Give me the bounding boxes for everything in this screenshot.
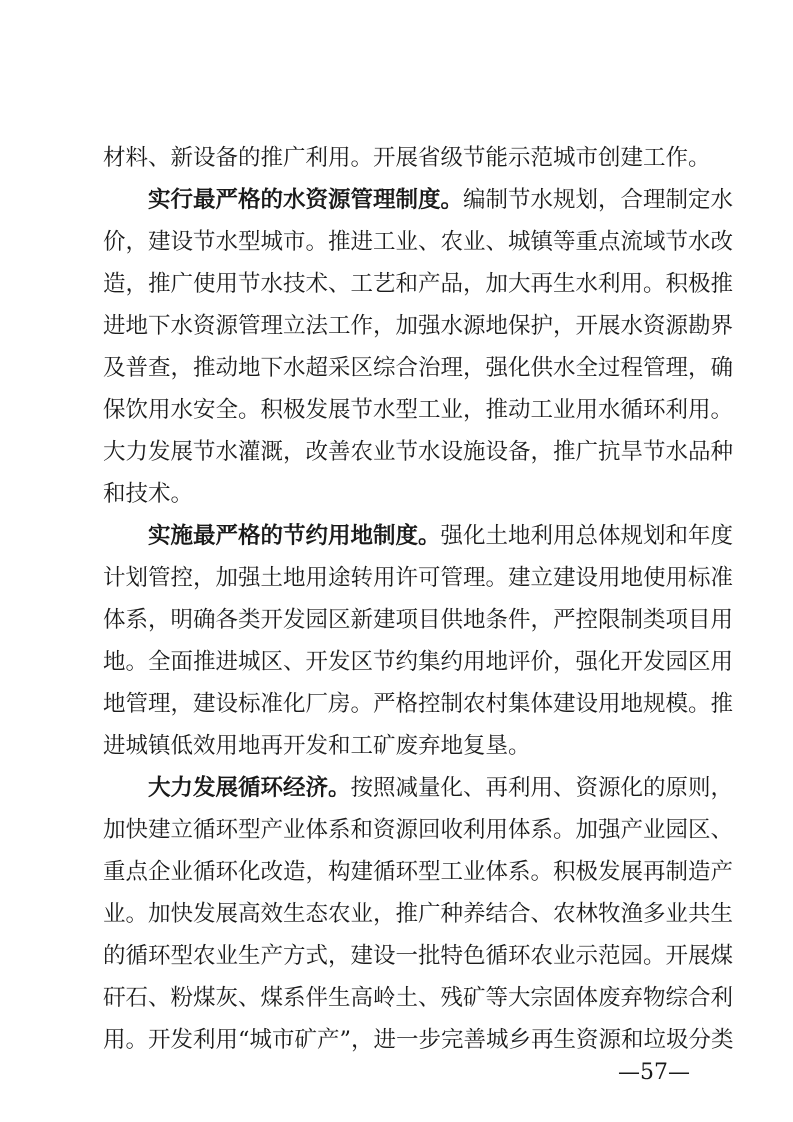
text-line: 按照减量化、再利用、资源化的原则， xyxy=(350,775,734,801)
paragraph-heading: 实施最严格的节约用地制度。 xyxy=(148,523,441,549)
paragraph-heading: 实行最严格的水资源管理制度。 xyxy=(148,187,464,213)
text-line: 大力发展节水灌溉，改善农业节水设施设备，推广抗旱节水品种 xyxy=(103,439,734,465)
text-line: 体系，明确各类开发园区新建项目供地条件，严控限制类项目用 xyxy=(103,607,734,633)
text-line: 进地下水资源管理立法工作，加强水源地保护，开展水资源勘界 xyxy=(103,313,734,339)
text-line: 强化土地利用总体规划和年度 xyxy=(440,523,734,549)
paragraph-first-line xyxy=(148,180,734,220)
text-line: 用。开发利用“城市矿产”，进一步完善城乡再生资源和垃圾分类 xyxy=(103,1027,734,1053)
paragraph-first-line xyxy=(148,516,734,556)
paragraph-heading: 大力发展循环经济。 xyxy=(148,775,351,801)
text-line: 矸石、粉煤灰、煤系伴生高岭土、残矿等大宗固体废弃物综合利 xyxy=(103,985,734,1011)
paragraph-first-line xyxy=(148,768,734,808)
text-line: 加快建立循环型产业体系和资源回收利用体系。加强产业园区、 xyxy=(103,817,734,843)
page-number: —57— xyxy=(618,1060,690,1085)
text-line: 计划管控，加强土地用途转用许可管理。建立建设用地使用标准 xyxy=(103,565,734,591)
text-line: 重点企业循环化改造，构建循环型工业体系。积极发展再制造产 xyxy=(103,859,734,885)
text-line: 地。全面推进城区、开发区节约集约用地评价，强化开发园区用 xyxy=(103,649,734,675)
text-line: 编制节水规划，合理制定水 xyxy=(463,187,734,213)
text-line: 材料、新设备的推广利用。开展省级节能示范城市创建工作。 xyxy=(103,145,711,171)
text-line: 及普查，推动地下水超采区综合治理，强化供水全过程管理，确 xyxy=(103,355,734,381)
text-line: 地管理，建设标准化厂房。严格控制农村集体建设用地规模。推 xyxy=(103,691,734,717)
text-line: 进城镇低效用地再开发和工矿废弃地复垦。 xyxy=(103,733,531,759)
text-line: 保饮用水安全。积极发展节水型工业，推动工业用水循环利用。 xyxy=(103,397,734,423)
text-line: 和技术。 xyxy=(103,481,194,507)
text-line: 业。加快发展高效生态农业，推广种养结合、农林牧渔多业共生 xyxy=(103,901,734,927)
text-line: 的循环型农业生产方式，建设一批特色循环农业示范园。开展煤 xyxy=(103,943,734,969)
text-line: 造，推广使用节水技术、工艺和产品，加大再生水利用。积极推 xyxy=(103,271,734,297)
text-line: 价，建设节水型城市。推进工业、农业、城镇等重点流域节水改 xyxy=(103,229,734,255)
